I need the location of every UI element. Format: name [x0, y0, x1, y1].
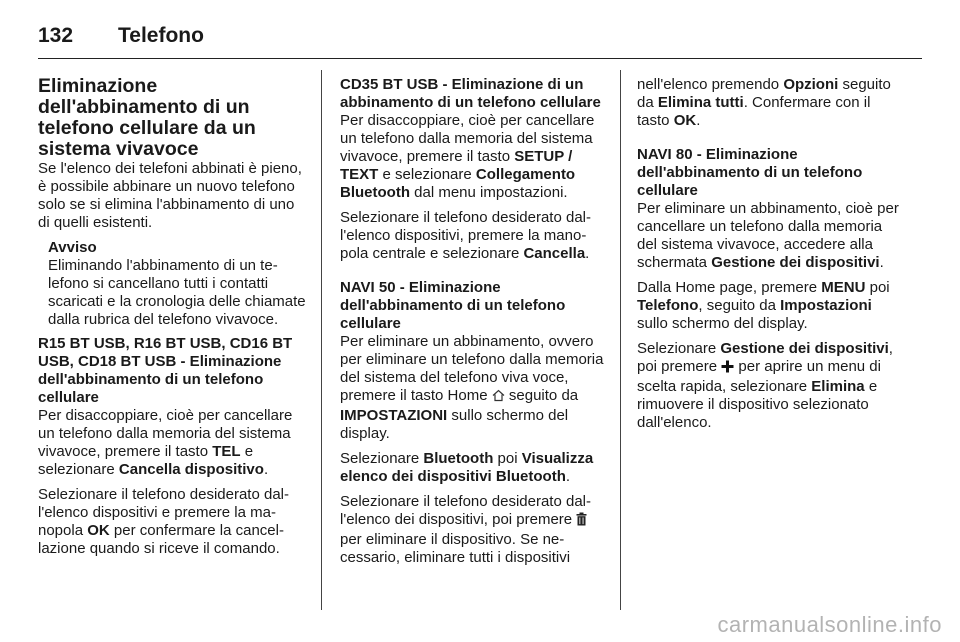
menu-label: Collegamento Bluetooth — [340, 166, 576, 201]
section-heading: Eliminazione dell'abbinamento di un telefono cellulare da un sistema vivavoce — [38, 75, 256, 160]
key-label: OK — [673, 112, 697, 129]
trash-icon — [576, 512, 587, 531]
home-icon — [492, 389, 505, 407]
paragraph: Per disaccoppiare, cioè per cancellare un telefono dalla memoria del sistema vivavoce, premere il tasto SETUP / TEXT e selezionare Collegamento Bluetooth dal menu impostazioni. — [340, 112, 595, 201]
paragraph: Selezionare il telefono desiderato dall'elenco dispositivi e premere la manopola OK per confermare la cancellazione quando si riceve il comando. — [38, 486, 289, 557]
paragraph: Dalla Home page, premere MENU poi Telefono, seguito da Impostazioni sullo schermo del display. — [637, 279, 890, 332]
column-2 — [340, 76, 604, 574]
menu-label: Visualizza elenco dei dispositivi Bluetooth — [340, 450, 594, 485]
key-label: SETUP / TEXT — [340, 148, 573, 183]
menu-label: Impostazioni — [780, 297, 872, 314]
paragraph: Per eliminare un abbinamento, ovvero per eliminare un telefono dalla memoria del sistema del telefono viva voce, premere il tasto Home seguito da IMPOSTAZIONI sullo schermo del display. — [340, 333, 604, 442]
key-label: TEL — [212, 443, 241, 460]
column-1 — [38, 76, 308, 565]
paragraph: Selezionare Gestione dei dispositivi, poi premere per aprire un menu di scelta rapida, selezionare Elimina e rimuovere il dispositivo selezionato dall'elenco. — [637, 340, 893, 431]
sub-heading: NAVI 50 - Eliminazione dell'abbinamento di un telefono cellulare — [340, 279, 566, 332]
paragraph: Selezionare il telefono desiderato dall'elenco dispositivi, premere la manopola centrale e selezionare Cancella. — [340, 209, 591, 262]
menu-label: Bluetooth — [423, 450, 494, 467]
menu-label: Gestione dei dispositivi — [720, 340, 889, 357]
column-divider — [620, 70, 621, 610]
intro-paragraph: Se l'elenco dei telefoni abbinati è pieno, è possibile abbinare un nuovo telefono solo se si elimina l'abbinamento di uno di quelli esistenti. — [38, 160, 302, 231]
sub-heading: CD35 BT USB - Eliminazione di un abbinamento di un telefono cellulare — [340, 76, 601, 111]
notice-text: Eliminando l'abbinamento di un telefono si cancellano tutti i contatti scaricati e la cronologia delle chiamate dalla rubrica del telefono vivavoce. — [48, 257, 306, 328]
menu-label: Elimina tutti — [657, 94, 744, 111]
menu-label: Cancella dispositivo — [118, 461, 264, 478]
column-3 — [637, 76, 905, 439]
page-title: Telefono — [118, 24, 204, 47]
plus-icon — [721, 360, 734, 378]
key-label: MENU — [821, 279, 866, 296]
sub-heading: R15 BT USB, R16 BT USB, CD16 BT USB, CD18 BT USB - Eliminazione dell'abbinamento di un telefono cellulare — [38, 335, 293, 406]
menu-label: Elimina — [811, 378, 865, 395]
notice-title: Avviso — [48, 239, 97, 256]
sub-heading: NAVI 80 - Eliminazione dell'abbinamento di un telefono cellulare — [637, 146, 863, 199]
page-number: 132 — [38, 24, 74, 47]
page-header — [38, 16, 204, 56]
menu-label: Telefono — [637, 297, 699, 314]
paragraph: nell'elenco premendo Opzioni seguito da Elimina tutti. Confermare con il tasto OK. — [637, 76, 891, 129]
watermark: carmanualsonline.info — [717, 612, 942, 637]
notice-box — [48, 239, 308, 329]
paragraph: Selezionare Bluetooth poi Visualizza elenco dei dispositivi Bluetooth. — [340, 450, 594, 485]
menu-label: Gestione dei dispositivi — [711, 254, 880, 271]
paragraph: Selezionare il telefono desiderato dall'elenco dei dispositivi, poi premere per eliminare il dispositivo. Se necessario, eliminare tutti i dispositivi — [340, 493, 591, 566]
menu-label: IMPOSTAZIONI — [340, 407, 448, 424]
menu-label: Cancella — [523, 245, 586, 262]
header-divider — [38, 58, 922, 59]
paragraph: Per eliminare un abbinamento, cioè per cancellare un telefono dalla memoria del sistema vivavoce, accedere alla schermata Gestione dei dispositivi. — [637, 200, 899, 271]
menu-label: Opzioni — [783, 76, 839, 93]
paragraph: Per disaccoppiare, cioè per cancellare un telefono dalla memoria del sistema vivavoce, premere il tasto TEL e selezionare Cancella dispositivo. — [38, 407, 293, 478]
key-label: OK — [87, 522, 110, 539]
column-divider — [321, 70, 322, 610]
